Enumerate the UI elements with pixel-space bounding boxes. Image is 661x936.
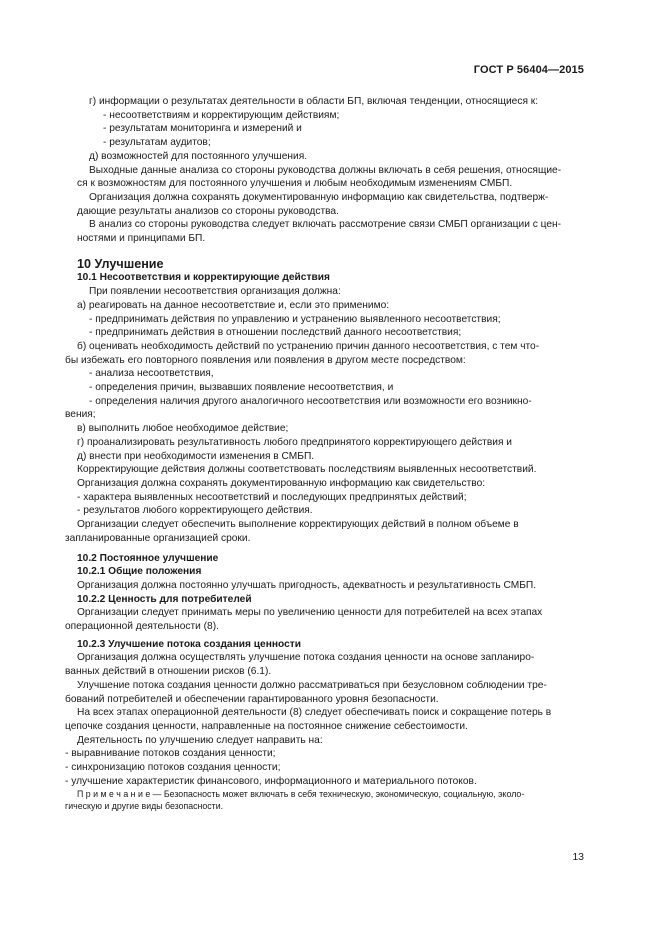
paragraph-line: вения;	[65, 409, 96, 421]
note-text: — Безопасность может включать в себя техническую, экономическую, социальную, эколо-	[150, 789, 525, 800]
paragraph-line: ностями и принципами БП.	[77, 233, 206, 245]
paragraph-line: При появлении несоответствия организация должна:	[89, 286, 341, 298]
section-heading: 10 Улучшение	[77, 256, 164, 271]
note-label: П р и м е ч а н и е	[77, 789, 151, 800]
list-item: - характера выявленных несоответствий и последующих предпринятых действий;	[77, 491, 467, 503]
list-item: а) реагировать на данное несоответствие и, если это применимо:	[77, 299, 390, 311]
paragraph-line: дающие результаты анализов со стороны руководства.	[77, 205, 339, 217]
list-item: - результатов любого корректирующего действия.	[77, 505, 313, 517]
list-item: - синхронизацию потоков создания ценности;	[65, 762, 281, 774]
page-content	[65, 95, 583, 812]
paragraph-line: Организации следует обеспечить выполнение корректирующих действий в полном объеме в	[77, 519, 519, 531]
note	[77, 788, 583, 800]
paragraph-line: бований потребителей и обеспечении гарантированного уровня безопасности.	[65, 693, 439, 705]
list-item: - анализа несоответствия,	[89, 368, 214, 380]
list-item: д) возможностей для постоянного улучшения.	[89, 150, 308, 162]
paragraph-line: Организация должна сохранять документированную информацию как свидетельства, подтверж-	[89, 191, 549, 203]
list-item: - улучшение характеристик финансового, информационного и материального потоков.	[65, 775, 477, 787]
paragraph-line: Организация должна осуществлять улучшение потока создания ценности на основе запланиро-	[77, 652, 535, 664]
paragraph-line: запланированные организацией сроки.	[65, 532, 251, 544]
subsection-heading: 10.2.3 Улучшение потока создания ценности	[77, 638, 302, 650]
page-number: 13	[572, 851, 584, 863]
paragraph-line: цепочке создания ценности, направленные на постоянное снижение себестоимости.	[65, 720, 468, 732]
paragraph-line: ванных действий в отношении рисков (6.1).	[65, 666, 272, 678]
paragraph-line: На всех этапах операционной деятельности (8) следует обеспечивать поиск и сокращение потерь в	[77, 707, 552, 719]
list-item: д) внести при необходимости изменения в СМБП.	[77, 450, 315, 462]
standard-header: ГОСТ Р 56404—2015	[473, 64, 584, 76]
list-item: г) информации о результатах деятельности в области БП, включая тенденции, относящиеся к:	[89, 96, 539, 107]
list-item: - результатам мониторинга и измерений и	[103, 123, 302, 135]
paragraph-line: Организация должна сохранять документированную информацию как свидетельство:	[77, 477, 486, 489]
list-item: - результатам аудитов;	[103, 137, 211, 149]
list-item: - несоответствиям и корректирующим действиям;	[103, 109, 340, 121]
paragraph-line: ся к возможностям для постоянного улучшения и любым необходимым изменениям СМБП.	[77, 178, 513, 190]
list-item: - определения наличия другого аналогичного несоответствия или возможности его возникно-	[89, 395, 532, 407]
list-item: - определения причин, вызвавших появление несоответствия, и	[89, 382, 394, 394]
subsection-heading: 10.2.2 Ценность для потребителей	[77, 593, 252, 605]
paragraph-line: Выходные данные анализа со стороны руководства должны включать в себя решения, относящие-	[89, 164, 562, 176]
paragraph-line: Организации следует принимать меры по увеличению ценности для потребителей на всех этапах	[77, 607, 543, 619]
list-item: - предпринимать действия по управлению и устранению выявленного несоответствия;	[89, 313, 501, 325]
paragraph-line: Деятельность по улучшению следует направить на:	[77, 734, 323, 746]
note-continuation: гическую и другие виды безопасности.	[65, 801, 224, 812]
subsection-heading: 10.2 Постоянное улучшение	[77, 552, 219, 564]
paragraph-line: бы избежать его повторного появления или появления в другом месте посредством:	[65, 354, 466, 366]
list-item: - выравнивание потоков создания ценности;	[65, 748, 276, 760]
paragraph-line: Организация должна постоянно улучшать пригодность, адекватность и результативность СМБП.	[77, 579, 537, 591]
paragraph-line: В анализ со стороны руководства следует включать рассмотрение связи СМБП организации с цен-	[89, 219, 562, 231]
list-item: г) проанализировать результативность любого предпринятого корректирующего действия и	[77, 436, 512, 448]
list-item: б) оценивать необходимость действий по устранению причин данного несоответствия, с тем что-	[77, 340, 540, 352]
list-item: в) выполнить любое необходимое действие;	[77, 423, 289, 435]
paragraph-line: операционной деятельности (8).	[65, 621, 219, 633]
list-item: - предпринимать действия в отношении последствий данного несоответствия;	[89, 327, 462, 339]
paragraph-line: Улучшение потока создания ценности должно рассматриваться при безусловном соблюдении тре-	[77, 679, 547, 691]
subsection-heading: 10.2.1 Общие положения	[77, 566, 202, 578]
subsection-heading: 10.1 Несоответствия и корректирующие действия	[77, 272, 330, 284]
paragraph-line: Корректирующие действия должны соответствовать последствиям выявленных несоответствий.	[77, 464, 537, 476]
